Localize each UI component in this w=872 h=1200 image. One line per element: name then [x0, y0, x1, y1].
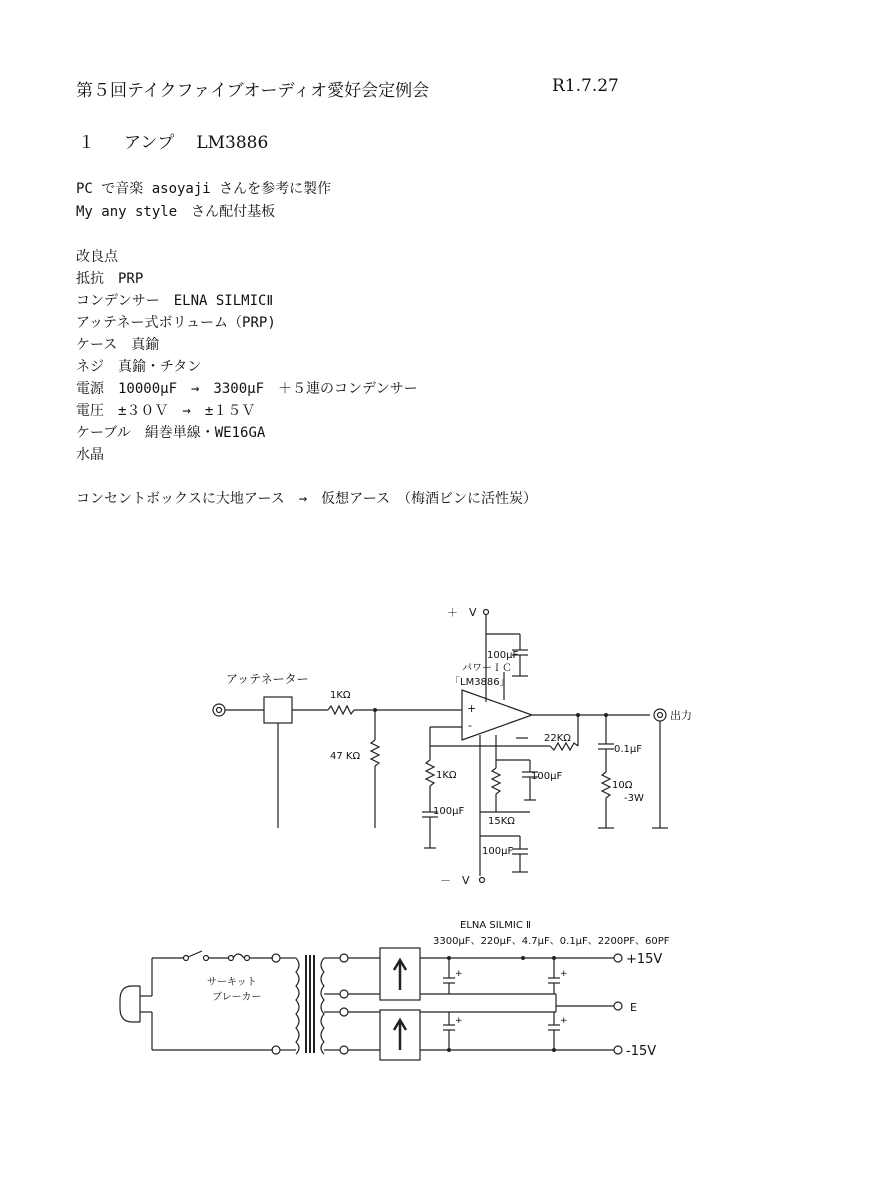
- attenuator-label: アッテネーター: [226, 672, 309, 686]
- ic-model-label: 「LM3886」: [450, 677, 510, 688]
- shunt-resistor: [371, 740, 379, 766]
- section-number: １: [78, 133, 95, 153]
- ic-label: パワーＩＣ: [462, 663, 512, 674]
- mute-cap-label: 100μF: [531, 771, 563, 782]
- mute-resistor: [492, 768, 500, 794]
- improvement-item: ケーブル 絹巻単線・WE16GA: [76, 425, 266, 441]
- cap-polarity: +: [455, 969, 463, 979]
- switch-contact: [184, 956, 189, 961]
- intro-line: PC で音楽 asoyaji さんを参考に製作: [76, 181, 332, 197]
- cap-values-label: 3300μF、220μF、4.7μF、0.1μF、2200PF、60PF: [433, 936, 670, 947]
- zobel-resistor-label: 10Ω: [612, 780, 633, 791]
- grounding-note: コンセントボックスに大地アース → 仮想アース （梅酒ビンに活性炭）: [76, 491, 538, 507]
- power-ic-symbol: [462, 690, 532, 740]
- plus-v-label: ＋ V: [447, 606, 477, 619]
- amp-schematic: [213, 606, 692, 887]
- ac-plug-icon: [120, 986, 152, 1022]
- output-label: 出力: [670, 709, 692, 722]
- meeting-date: R1.7.27: [552, 76, 619, 96]
- intro-line: My any style さん配付基板: [76, 204, 276, 220]
- pos-rail-terminal: [614, 954, 622, 962]
- plus-v-terminal: [484, 610, 489, 615]
- psu-schematic: [120, 920, 670, 1060]
- improvement-item: 電圧 ±３０Ｖ → ±１５Ｖ: [76, 403, 256, 419]
- improvement-item: コンデンサー ELNA SILMICⅡ: [76, 293, 274, 309]
- feedback-resistor: [550, 743, 578, 750]
- top-cap-label: 100μF: [487, 650, 519, 661]
- bottom-cap-label: 100μF: [482, 846, 514, 857]
- improvement-item: 抵抗 PRP: [76, 271, 144, 287]
- shunt-resistor-label: 47 KΩ: [330, 751, 361, 762]
- feedback-resistor-label: 22KΩ: [544, 733, 571, 744]
- attenuator-box: [264, 697, 292, 723]
- cap-polarity: +: [455, 1016, 463, 1026]
- improvements-heading: 改良点: [76, 249, 118, 265]
- output-jack: [654, 709, 666, 721]
- gain-resistor-label: 1KΩ: [436, 770, 457, 781]
- breaker-label-2: ブレーカー: [212, 992, 262, 1003]
- ground-terminal: [614, 1002, 622, 1010]
- cap-polarity: +: [560, 1016, 568, 1026]
- improvement-item: ケース 真鍮: [76, 337, 160, 353]
- improvement-item: アッテネー式ボリューム（PRP): [76, 315, 276, 331]
- cap-brand-label: ELNA SILMIC Ⅱ: [460, 920, 531, 931]
- section-model: LM3886: [196, 133, 269, 153]
- mute-resistor-label: 15KΩ: [488, 816, 515, 827]
- improvement-item: ネジ 真鍮・チタン: [76, 359, 202, 375]
- page-title: 第５回テイクファイブオーディオ愛好会定例会: [76, 81, 430, 101]
- input-jack: [213, 704, 225, 716]
- improvement-item: 電源 10000μF → 3300μF ＋５連のコンデンサー: [76, 381, 418, 397]
- pos-rail-label: +15V: [626, 952, 663, 967]
- cap-polarity: +: [560, 969, 568, 979]
- section-name: アンプ: [124, 133, 175, 153]
- gain-cap-label: 100μF: [433, 806, 465, 817]
- input-resistor: [328, 706, 354, 714]
- breaker-contact: [229, 956, 234, 961]
- minus-input-sign: -: [468, 719, 472, 732]
- zobel-cap-label: 0.1μF: [614, 744, 643, 755]
- breaker-label-1: サーキット: [207, 977, 257, 988]
- transformer-symbol: [296, 955, 324, 1054]
- neg-rail-terminal: [614, 1046, 622, 1054]
- zobel-resistor-rating: -3W: [624, 793, 644, 804]
- ground-rail-label: E: [630, 1001, 637, 1014]
- input-resistor-label: 1KΩ: [330, 690, 351, 701]
- improvement-item: 水晶: [76, 447, 104, 463]
- gain-resistor: [426, 760, 434, 786]
- neg-rail-label: -15V: [626, 1044, 657, 1059]
- minus-v-terminal: [480, 878, 485, 883]
- minus-v-label: － V: [440, 874, 470, 887]
- zobel-resistor: [602, 772, 610, 798]
- plus-input-sign: +: [467, 702, 477, 715]
